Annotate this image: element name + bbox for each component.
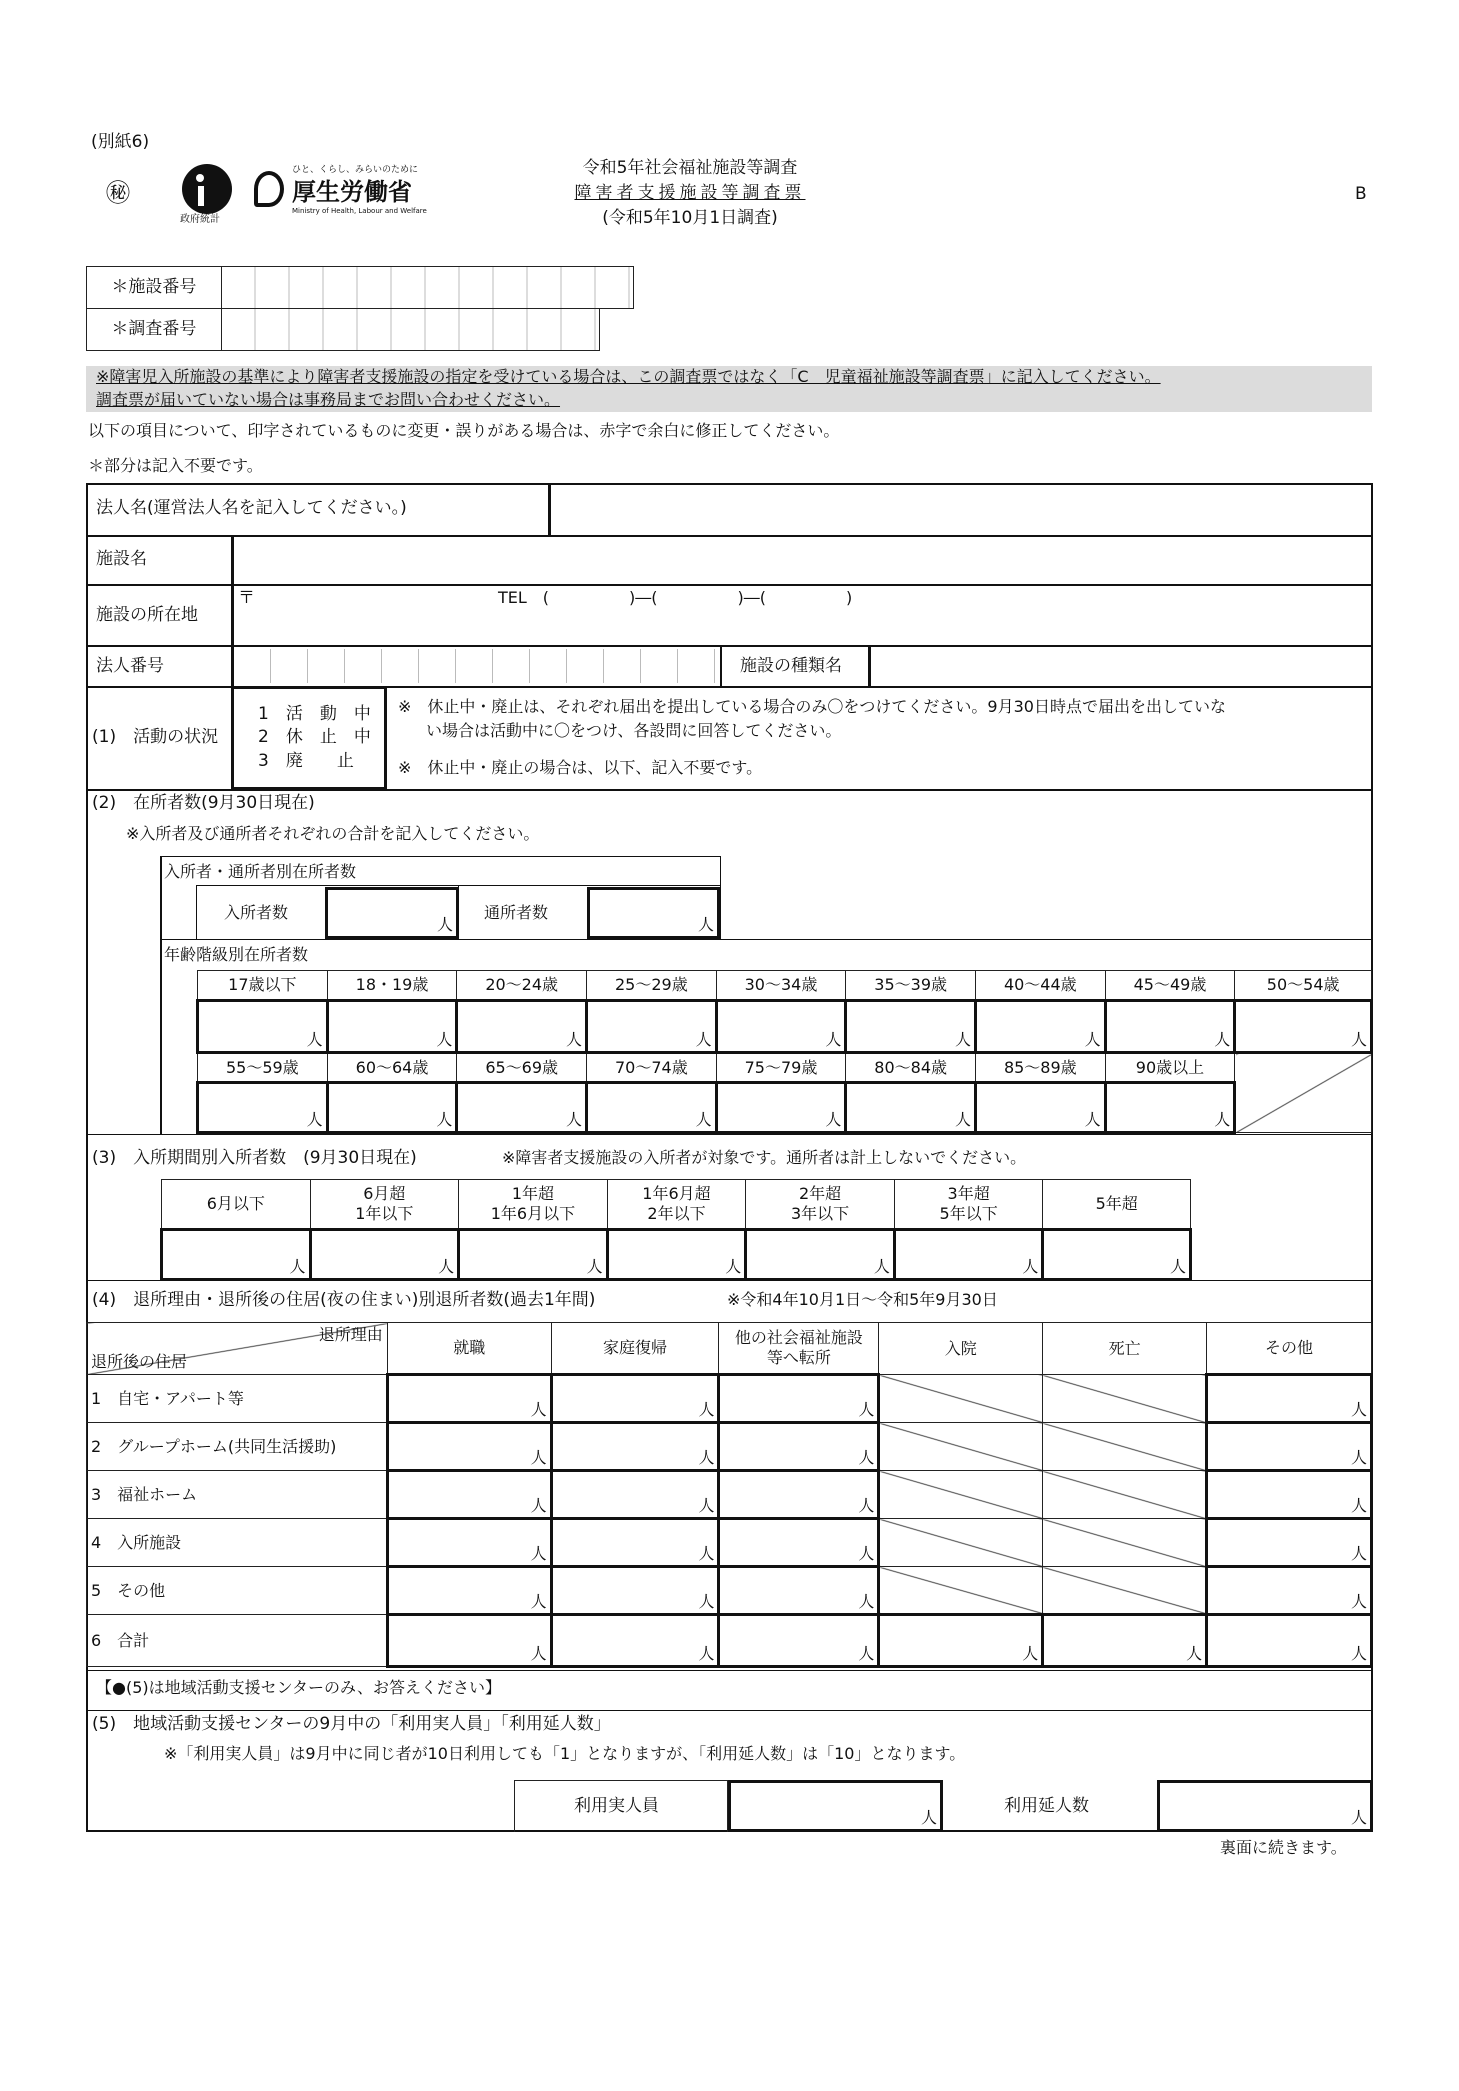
discharge-table [86,1322,1373,1668]
unit: 人 [1350,1592,1367,1611]
blocked-cell [879,1567,1043,1615]
unit: 人 [436,1110,453,1129]
reason-label: 他の社会福祉施設 [734,1328,863,1347]
period-hdr [1043,1180,1191,1230]
s4-label: (4) 退所理由・退所後の住居(夜の住まい)別退所者数(過去1年間) [92,1290,596,1310]
gov-stats-text: 政府統計 [180,214,220,225]
home-label: 5 その他 [87,1567,388,1615]
s1-note-2: ※ 休止中・廃止の場合は、以下、記入不要です。 [398,758,763,777]
discharge-field[interactable] [387,1615,551,1667]
discharge-field[interactable] [1207,1375,1372,1423]
discharge-field[interactable] [387,1423,551,1471]
age-hdr: 40～44歳 [975,971,1105,1001]
discharge-field[interactable] [1043,1615,1207,1667]
home-label: 1 自宅・アパート等 [87,1375,388,1423]
age-field[interactable] [1105,1001,1235,1053]
unit: 人 [306,1030,323,1049]
corp-no-field [234,649,718,683]
period-hdr [746,1180,895,1230]
unit: 人 [530,1496,547,1515]
period-hdr-line: 1年6月超 [642,1184,711,1203]
blocked-cell [1043,1519,1207,1567]
age-hdr: 20～24歳 [457,971,587,1001]
unit: 人 [289,1257,306,1276]
s2-label: (2) 在所者数(9月30日現在) [92,793,315,813]
age-field[interactable] [587,1001,717,1053]
notice-line-2: 調査票が届いていない場合は事務局までお問い合わせください。 [96,390,561,409]
period-hdr-line: 6月以下 [206,1194,265,1213]
unit: 人 [530,1644,547,1663]
reason-hdr-cell [387,1323,551,1375]
period-field[interactable] [162,1230,311,1280]
survey-date: (令和5年10月1日調査) [602,208,778,228]
mhlw-en: Ministry of Health, Labour and Welfare [292,207,427,215]
id-table [86,266,634,309]
reason-label: 家庭復帰 [603,1338,668,1357]
unit: 人 [586,1257,603,1276]
unit: 人 [698,1400,715,1419]
period-hdr-line: 3年以下 [790,1204,850,1223]
facility-no-label: ＊施設番号 [87,267,222,309]
discharge-field[interactable] [1207,1615,1372,1667]
discharge-field[interactable] [719,1375,879,1423]
s3-label: (3) 入所期間別入所者数 (9月30日現在) [92,1148,417,1168]
period-field[interactable] [310,1230,459,1280]
reason-hdr-cell [1207,1323,1372,1375]
s2-note: ※入所者及び通所者それぞれの合計を記入してください。 [126,824,540,843]
age-field[interactable] [1235,1001,1372,1053]
s2-sub1: 入所者・通所者別在所者数 [164,862,357,881]
unit: 人 [858,1644,875,1663]
notice-line-1: ※障害児入所施設の基準により障害者支援施設の指定を受けている場合は、この調査票ではなく「C 児童福祉施設等調査票」に記入してください。 [96,367,1161,386]
id-table-2 [86,308,600,351]
form-code: B [1355,184,1367,204]
home-label: 4 入所施設 [87,1519,388,1567]
postal-mark: 〒 [238,588,255,608]
facility-name-label: 施設名 [96,549,147,569]
s5-label: (5) 地域活動支援センターの9月中の「利用実人員」「利用延人数」 [92,1714,611,1734]
period-hdr-line: 5年超 [1095,1194,1138,1213]
actual-field[interactable] [728,1780,943,1832]
mhlw-tagline: ひと、くらし、みらいのために [292,165,419,175]
unit: 人 [436,915,453,934]
blocked-cell [1043,1375,1207,1423]
reason-label: その他 [1265,1338,1314,1357]
reason-hdr-cell [551,1323,719,1375]
status-suspended[interactable]: 2 休 止 中 [258,727,371,747]
discharge-field[interactable] [551,1567,719,1615]
discharge-field[interactable] [551,1423,719,1471]
age-hdr: 85～89歳 [975,1053,1105,1083]
blocked-cell [879,1519,1043,1567]
commuters-field[interactable] [587,887,720,939]
period-hdr [162,1180,311,1230]
unit: 人 [697,915,714,934]
unit: 人 [858,1448,875,1467]
survey-no-label: ＊調査番号 [87,309,222,351]
unit: 人 [1022,1257,1039,1276]
discharge-field[interactable] [719,1519,879,1567]
home-label: 2 グループホーム(共同生活援助) [87,1423,388,1471]
unit: 人 [858,1544,875,1563]
age-field[interactable] [198,1001,328,1053]
discharge-field[interactable] [551,1471,719,1519]
discharge-field[interactable] [551,1375,719,1423]
status-active[interactable]: 1 活 動 中 [258,704,371,724]
unit: 人 [858,1496,875,1515]
s5-note: ※「利用実人員」は9月中に同じ者が10日利用しても「1」となりますが、「利用延人数」は「10」となります。 [164,1744,966,1763]
survey-name: 令和5年社会福祉施設等調査 [582,158,798,178]
period-hdr-line: 2年以下 [647,1204,706,1223]
blocked-cell [879,1471,1043,1519]
unit: 人 [1214,1030,1231,1049]
age-field[interactable] [1105,1083,1235,1133]
discharge-field[interactable] [719,1615,879,1667]
unit: 人 [1350,1644,1367,1663]
age-hdr: 17歳以下 [198,971,328,1001]
discharge-field[interactable] [879,1615,1043,1667]
blocked-cell [879,1423,1043,1471]
notice-line-3: 以下の項目について、印字されているものに変更・誤りがある場合は、赤字で余白に修正してください。 [88,421,840,440]
gov-stats-logo [180,164,234,230]
home-hdr: 退所後の住居 [91,1352,188,1371]
mhlw-name: 厚生労働省 [292,178,412,206]
unit: 人 [873,1257,890,1276]
unit: 人 [858,1400,875,1419]
discharge-field[interactable] [1207,1423,1372,1471]
unit: 人 [954,1030,971,1049]
unit: 人 [698,1496,715,1515]
discharge-field[interactable] [387,1567,551,1615]
age-hdr: 30～34歳 [716,971,846,1001]
residents-field[interactable] [325,887,459,939]
unit: 人 [695,1030,712,1049]
period-hdr-line: 1年超 [511,1184,554,1203]
age-hdr: 55～59歳 [198,1053,328,1083]
attachment-label: (別紙6) [91,132,150,152]
age-hdr: 45～49歳 [1105,971,1235,1001]
unit: 人 [698,1448,715,1467]
unit: 人 [1214,1110,1231,1129]
corp-name-label: 法人名(運営法人名を記入してください。) [96,498,407,518]
period-hdr [894,1180,1043,1230]
age-field[interactable] [198,1083,328,1133]
tel-field: TEL ( )―( )―( ) [498,588,853,607]
commuters-label: 通所者数 [484,903,549,922]
discharge-field[interactable] [1207,1519,1372,1567]
unit: 人 [698,1644,715,1663]
address-label: 施設の所在地 [96,605,198,625]
facility-no-field [221,267,633,309]
unit: 人 [920,1808,937,1827]
reason-hdr-cell [879,1323,1043,1375]
age-field[interactable] [846,1001,976,1053]
age-hdr: 65～69歳 [457,1053,587,1083]
unit: 人 [695,1110,712,1129]
unit: 人 [1186,1644,1203,1663]
period-hdr-line: 1年6月以下 [490,1204,576,1223]
period-field[interactable] [459,1230,608,1280]
period-hdr-line: 5年以下 [939,1204,998,1223]
reason-hdr: 退所理由 [318,1325,383,1344]
mhlw-logo [250,165,427,221]
confidential-mark: ㊙ [106,179,130,207]
age-hdr: 70～74歳 [587,1053,717,1083]
age-blank-cell [1235,1053,1372,1133]
age-hdr: 18・19歳 [327,971,457,1001]
unit: 人 [1350,1808,1367,1827]
age-field[interactable] [716,1001,846,1053]
age-hdr: 25～29歳 [587,971,717,1001]
unit: 人 [1350,1400,1367,1419]
period-hdr [607,1180,746,1230]
unit: 人 [438,1257,455,1276]
notice-line-4: ＊部分は記入不要です。 [88,456,263,475]
reason-label: 入院 [944,1338,977,1358]
blocked-cell [1043,1567,1207,1615]
s1-note-1b: い場合は活動中に〇をつけ、各設問に回答してください。 [426,721,842,740]
unit: 人 [825,1110,842,1129]
unit: 人 [1084,1030,1101,1049]
unit: 人 [566,1110,583,1129]
s1-note-1: ※ 休止中・廃止は、それぞれ届出を提出している場合のみ〇をつけてください。9月30日時点で届出を出していな [398,697,1226,716]
unit: 人 [1350,1544,1367,1563]
discharge-corner [87,1323,388,1375]
reason-label: 就職 [453,1338,486,1357]
reason-label: 等へ転所 [766,1348,831,1367]
status-closed[interactable]: 3 廃 止 [258,751,354,771]
unit: 人 [1169,1257,1186,1276]
unit: 人 [436,1030,453,1049]
form-title: 障害者支援施設等調査票 [574,183,806,203]
period-hdr-line: 3年超 [947,1184,990,1203]
age-field[interactable] [846,1083,976,1133]
s5-note-bar: 【●(5)は地域活動支援センターのみ、お答えください】 [96,1678,501,1697]
reason-hdr-cell [719,1323,879,1375]
period-hdr-line: 6月超 [363,1184,406,1203]
unit: 人 [530,1448,547,1467]
s4-period: ※令和4年10月1日～令和5年9月30日 [727,1290,998,1309]
unit: 人 [530,1592,547,1611]
unit: 人 [566,1030,583,1049]
unit: 人 [698,1544,715,1563]
discharge-field[interactable] [1207,1471,1372,1519]
discharge-field[interactable] [551,1615,719,1667]
unit: 人 [858,1592,875,1611]
age-hdr: 60～64歳 [327,1053,457,1083]
s1-label: (1) 活動の状況 [92,727,219,747]
unit: 人 [1084,1110,1101,1129]
period-field[interactable] [607,1230,746,1280]
age-hdr: 35～39歳 [846,971,976,1001]
discharge-field[interactable] [719,1471,879,1519]
age-field[interactable] [975,1083,1105,1133]
period-table [160,1179,1192,1281]
age-field[interactable] [327,1083,457,1133]
discharge-field[interactable] [387,1519,551,1567]
blocked-cell [1043,1423,1207,1471]
unit: 人 [698,1592,715,1611]
age-hdr: 75～79歳 [716,1053,846,1083]
home-label: 3 福祉ホーム [87,1471,388,1519]
discharge-field[interactable] [387,1375,551,1423]
unit: 人 [530,1544,547,1563]
residents-label: 入所者数 [224,903,289,922]
age-hdr: 80～84歳 [846,1053,976,1083]
period-hdr-line: 2年超 [798,1184,842,1203]
period-field[interactable] [1043,1230,1191,1280]
unit: 人 [530,1400,547,1419]
reason-hdr-cell [1043,1323,1207,1375]
period-hdr [310,1180,459,1230]
total-field[interactable] [1157,1780,1373,1832]
period-hdr-line: 1年以下 [355,1204,414,1223]
unit: 人 [1350,1448,1367,1467]
discharge-field[interactable] [719,1423,879,1471]
period-hdr [459,1180,608,1230]
unit: 人 [1022,1644,1039,1663]
footer-continue: 裏面に続きます。 [1220,1838,1347,1857]
blocked-cell [879,1375,1043,1423]
blocked-cell [1043,1471,1207,1519]
home-label: 6 合計 [87,1615,388,1667]
discharge-field[interactable] [387,1471,551,1519]
unit: 人 [725,1257,742,1276]
discharge-field[interactable] [719,1567,879,1615]
facility-type-label: 施設の種類名 [740,656,842,676]
unit: 人 [306,1110,323,1129]
age-hdr: 50～54歳 [1235,971,1372,1001]
reason-label: 死亡 [1108,1338,1141,1358]
age-field[interactable] [457,1083,587,1133]
discharge-field[interactable] [1207,1567,1372,1615]
unit: 人 [1350,1496,1367,1515]
unit: 人 [1350,1030,1367,1049]
s2-sub2: 年齢階級別在所者数 [164,945,309,964]
actual-label: 利用実人員 [574,1796,659,1816]
corp-no-label: 法人番号 [96,656,164,676]
s3-note: ※障害者支援施設の入所者が対象です。通所者は計上しないでください。 [502,1148,1027,1167]
age-field[interactable] [457,1001,587,1053]
age-field[interactable] [327,1001,457,1053]
age-field[interactable] [716,1083,846,1133]
age-field[interactable] [587,1083,717,1133]
period-field[interactable] [746,1230,895,1280]
unit: 人 [825,1030,842,1049]
age-field[interactable] [975,1001,1105,1053]
period-field[interactable] [894,1230,1043,1280]
unit: 人 [954,1110,971,1129]
discharge-field[interactable] [551,1519,719,1567]
survey-no-field [221,309,599,351]
age-table-1 [196,970,1373,1134]
age-hdr: 90歳以上 [1105,1053,1235,1083]
total-label: 利用延人数 [1004,1796,1089,1816]
